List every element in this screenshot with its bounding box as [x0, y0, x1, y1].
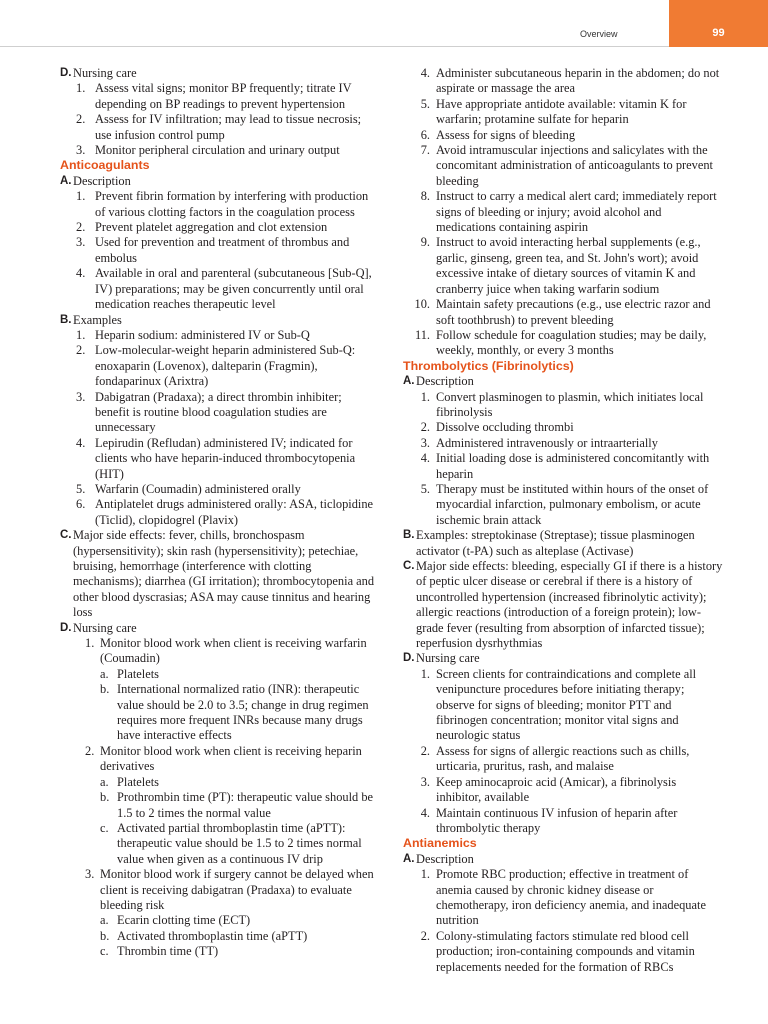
item-number: 1. [420, 867, 430, 882]
section-text: Examples: streptokinase (Streptase); tissue plasminogen activator (t-PA) such as alteplase (Activase) [416, 528, 695, 558]
item-text: Prevent fibrin formation by interfering with production of various clotting factors in the coagulation process [95, 189, 369, 219]
list-item [403, 806, 723, 837]
sub-list-item [60, 667, 378, 682]
item-text: Maintain continuous IV infusion of heparin after thrombolytic therapy [436, 805, 678, 835]
list-item [60, 189, 378, 220]
item-number: b. [100, 682, 110, 697]
item-number: c. [100, 944, 109, 959]
list-item [403, 775, 723, 806]
item-text: Colony-stimulating factors stimulate red blood cell production; iron-containing compounds and vitamin replacements needed for the formation of RBCs [436, 928, 695, 974]
item-text: Dissolve occluding thrombi [436, 420, 574, 435]
section-label: Description [73, 173, 131, 188]
item-number: 2. [420, 928, 430, 943]
section-label: Nursing care [73, 620, 137, 635]
item-number: b. [100, 790, 110, 805]
list-item [60, 636, 378, 667]
item-number: 5. [420, 96, 430, 111]
item-text: Activated partial thromboplastin time (aPTT): therapeutic value should be 1.5 to 2 times normal value when given as a continuous IV drip [117, 820, 362, 866]
sub-list-item [60, 944, 378, 959]
list-item [60, 112, 378, 143]
list-item [403, 436, 723, 451]
section-letter: B. [60, 313, 72, 326]
item-number: c. [100, 820, 109, 835]
item-text: Assess vital signs; monitor BP frequently; titrate IV depending on BP readings to prevent hypertension [95, 81, 352, 111]
item-number: 5. [420, 481, 430, 496]
list-item [60, 390, 378, 436]
item-text: Monitor peripheral circulation and urinary output [95, 143, 340, 158]
item-text: Heparin sodium: administered IV or Sub-Q [95, 327, 310, 342]
item-number: 4. [76, 435, 86, 450]
item-number: 2. [85, 743, 95, 758]
sub-list-item [60, 913, 378, 928]
list-item [60, 81, 378, 112]
header-rule [0, 46, 669, 47]
item-text: Ecarin clotting time (ECT) [117, 913, 251, 928]
right-column [403, 66, 723, 975]
item-text: Initial loading dose is administered concomitantly with heparin [436, 451, 710, 481]
item-text: Administer subcutaneous heparin in the abdomen; do not aspirate or massage the area [436, 66, 720, 96]
item-number: 1. [76, 81, 86, 96]
section-description [60, 174, 378, 189]
section-nursing-care-intro [60, 66, 378, 81]
item-number: b. [100, 928, 110, 943]
item-text: Monitor blood work if surgery cannot be delayed when client is receiving dabigatran (Pradaxa) to evaluate bleeding risk [100, 867, 374, 912]
item-number: 4. [420, 66, 430, 80]
item-number: 1. [420, 389, 430, 404]
item-number: 11. [414, 327, 430, 342]
item-number: 3. [85, 867, 95, 882]
list-item [60, 497, 378, 528]
section-t-examples [403, 528, 723, 559]
item-number: 5. [76, 481, 86, 496]
item-text: Platelets [117, 666, 159, 681]
item-text: Screen clients for contraindications and complete all venipuncture procedures before initiating therapy; observe for signs of bleeding; monitor PTT and fibrinogen concentration; monitor vital signs and neurologic status [436, 666, 697, 743]
list-item [60, 867, 378, 913]
item-number: 4. [420, 805, 430, 820]
item-number: 10. [414, 297, 430, 312]
item-text: Monitor blood work when client is receiving heparin derivatives [100, 743, 362, 774]
item-text: Low-molecular-weight heparin administered Sub-Q: enoxaparin (Lovenox), dalteparin (Fragmin), fondaparinux (Arixtra) [95, 343, 356, 389]
sub-list-item [60, 821, 378, 867]
section-t-nursing-care [403, 651, 723, 666]
heading-anticoagulants: Anticoagulants [60, 158, 150, 173]
section-a-description [403, 852, 723, 867]
item-text: Antiplatelet drugs administered orally: ASA, ticlopidine (Ticlid), clopidogrel (Plavix) [95, 497, 374, 527]
section-examples [60, 313, 378, 328]
section-letter: D. [60, 621, 72, 634]
item-text: Activated thromboplastin time (aPTT) [117, 928, 308, 943]
section-text: Major side effects: bleeding, especially GI if there is a history of peptic ulcer disease or cerebral if there is a history of uncontrolled hypertension (increased fibrinolytic activity); allergic reactions (introduction of a foreign protein); low-grade fever (resulting from absorption of infarcted tissue); reperfusion dysrhythmias [416, 559, 723, 651]
list-item [60, 436, 378, 482]
item-number: 7. [420, 143, 430, 158]
item-text: Assess for signs of allergic reactions such as chills, urticaria, pruritus, rash, and malaise [436, 743, 690, 774]
section-text: Major side effects: fever, chills, bronchospasm (hypersensitivity); skin rash (hypersensitivity); petechiae, bruising, hemorrhage (interference with clotting mechanisms); diarrhea (GI irritation); thrombocytopenia and other blood dyscrasias; ASA may cause tinnitus and hearing loss [73, 528, 375, 620]
item-text: Platelets [117, 774, 159, 789]
item-text: Used for prevention and treatment of thrombus and embolus [95, 235, 350, 265]
item-text: Thrombin time (TT) [117, 944, 219, 959]
list-item [403, 867, 723, 929]
item-text: Prothrombin time (PT): therapeutic value should be 1.5 to 2 times the normal value [117, 790, 374, 820]
item-text: Warfarin (Coumadin) administered orally [95, 481, 301, 496]
list-item [403, 143, 723, 189]
section-label: Examples [73, 312, 122, 327]
item-number: 2. [76, 343, 86, 358]
item-number: a. [100, 666, 109, 681]
heading-antianemics: Antianemics [403, 836, 477, 851]
item-number: 1. [420, 666, 430, 681]
page-number: 99 [712, 27, 725, 39]
item-number: 2. [76, 112, 86, 127]
item-text: Keep aminocaproic acid (Amicar), a fibrinolysis inhibitor, available [436, 774, 677, 805]
list-item [403, 297, 723, 328]
section-label: Description [416, 374, 474, 389]
item-text: Instruct to carry a medical alert card; immediately report signs of bleeding or injury; avoid alcohol and medications containing aspirin [436, 189, 717, 235]
list-item [60, 235, 378, 266]
item-text: International normalized ratio (INR): therapeutic value should be 2.0 to 3.5; change in drug regimen requires more frequent INRs because many drugs have interactive effects [117, 682, 369, 743]
item-number: 9. [420, 235, 430, 250]
section-letter: D. [60, 67, 72, 79]
running-header: Overview [580, 29, 618, 39]
section-t-side-effects [403, 559, 723, 651]
list-item [60, 343, 378, 389]
item-number: 3. [76, 389, 86, 404]
item-text: Convert plasminogen to plasmin, which initiates local fibrinolysis [436, 389, 704, 419]
item-text: Monitor blood work when client is receiving warfarin (Coumadin) [100, 636, 367, 666]
section-letter: A. [60, 174, 72, 187]
item-text: Prevent platelet aggregation and clot extension [95, 220, 328, 235]
section-letter: C. [403, 560, 415, 572]
section-side-effects [60, 528, 378, 620]
item-number: 1. [76, 189, 86, 204]
list-item [60, 220, 378, 235]
item-number: 6. [420, 127, 430, 142]
list-item [60, 328, 378, 343]
item-number: 8. [420, 189, 430, 204]
page-number-tab [669, 0, 768, 47]
sub-list-item [60, 682, 378, 744]
item-number: a. [100, 913, 109, 928]
item-number: 4. [420, 451, 430, 466]
section-label: Description [416, 851, 474, 866]
list-item [403, 328, 723, 359]
list-item [403, 97, 723, 128]
sub-list-item [60, 775, 378, 790]
item-text: Assess for IV infiltration; may lead to tissue necrosis; use infusion control pump [95, 112, 362, 142]
section-letter: C. [60, 529, 72, 542]
list-item [403, 235, 723, 297]
item-text: Therapy must be instituted within hours of the onset of myocardial infarction, pulmonary embolism, or acute ischemic brain attack [436, 481, 709, 527]
left-column [60, 66, 378, 960]
item-text: Dabigatran (Pradaxa); a direct thrombin inhibiter; benefit is routine blood coagulation studies are unnecessary [95, 389, 342, 435]
list-item [60, 744, 378, 775]
list-item [60, 482, 378, 497]
item-text: Avoid intramuscular injections and salicylates with the concomitant administration of anticoagulants to prevent bleeding [436, 143, 713, 188]
item-text: Available in oral and parenteral (subcutaneous [Sub-Q], IV) preparations; may be given concurrently until oral medication reaches therapeutic level [95, 266, 372, 312]
list-item [60, 143, 378, 158]
item-text: Have appropriate antidote available: vitamin K for warfarin; protamine sulfate for heparin [436, 96, 687, 127]
item-text: Follow schedule for coagulation studies; may be daily, weekly, monthly, or every 3 months [436, 327, 707, 358]
section-label: Nursing care [73, 66, 137, 80]
section-letter: D. [403, 652, 415, 665]
sub-list-item [60, 929, 378, 944]
list-item [403, 390, 723, 421]
sub-list-item [60, 790, 378, 821]
item-number: 3. [76, 235, 86, 250]
section-t-description [403, 374, 723, 389]
section-letter: A. [403, 852, 415, 865]
item-number: 3. [420, 435, 430, 450]
item-number: 3. [420, 774, 430, 789]
item-number: 6. [76, 497, 86, 512]
item-number: 2. [420, 743, 430, 758]
item-number: 1. [85, 636, 95, 651]
item-text: Maintain safety precautions (e.g., use electric razor and soft toothbrush) to prevent bleeding [436, 297, 711, 327]
item-number: a. [100, 774, 109, 789]
item-text: Promote RBC production; effective in treatment of anemia caused by chronic kidney disease or chemotherapy, iron deficiency anemia, and inadequate nutrition [436, 867, 706, 928]
heading-thrombolytics: Thrombolytics (Fibrinolytics) [403, 358, 574, 373]
item-number: 2. [76, 220, 86, 235]
list-item [403, 66, 723, 97]
item-number: 3. [76, 143, 86, 158]
item-number: 2. [420, 420, 430, 435]
item-text: Lepirudin (Refludan) administered IV; indicated for clients who have heparin-induced thrombocytopenia (HIT) [95, 435, 356, 481]
section-label: Nursing care [416, 651, 480, 666]
section-letter: B. [403, 529, 415, 542]
list-item [403, 128, 723, 143]
item-text: Administered intravenously or intraarterially [436, 435, 658, 450]
item-text: Assess for signs of bleeding [436, 127, 576, 142]
list-item [403, 744, 723, 775]
list-item [403, 929, 723, 975]
item-number: 4. [76, 266, 86, 281]
list-item [403, 667, 723, 744]
list-item [403, 451, 723, 482]
list-item [60, 266, 378, 312]
item-text: Instruct to avoid interacting herbal supplements (e.g., garlic, ginseng, green tea, and St. John's wort); avoid excessive intake of dietary sources of vitamin K and cranberry juice when taking warfarin sodium [436, 235, 701, 296]
list-item [403, 420, 723, 435]
list-item [403, 189, 723, 235]
item-number: 1. [76, 327, 86, 342]
section-nursing-care [60, 621, 378, 636]
list-item [403, 482, 723, 528]
section-letter: A. [403, 375, 415, 388]
